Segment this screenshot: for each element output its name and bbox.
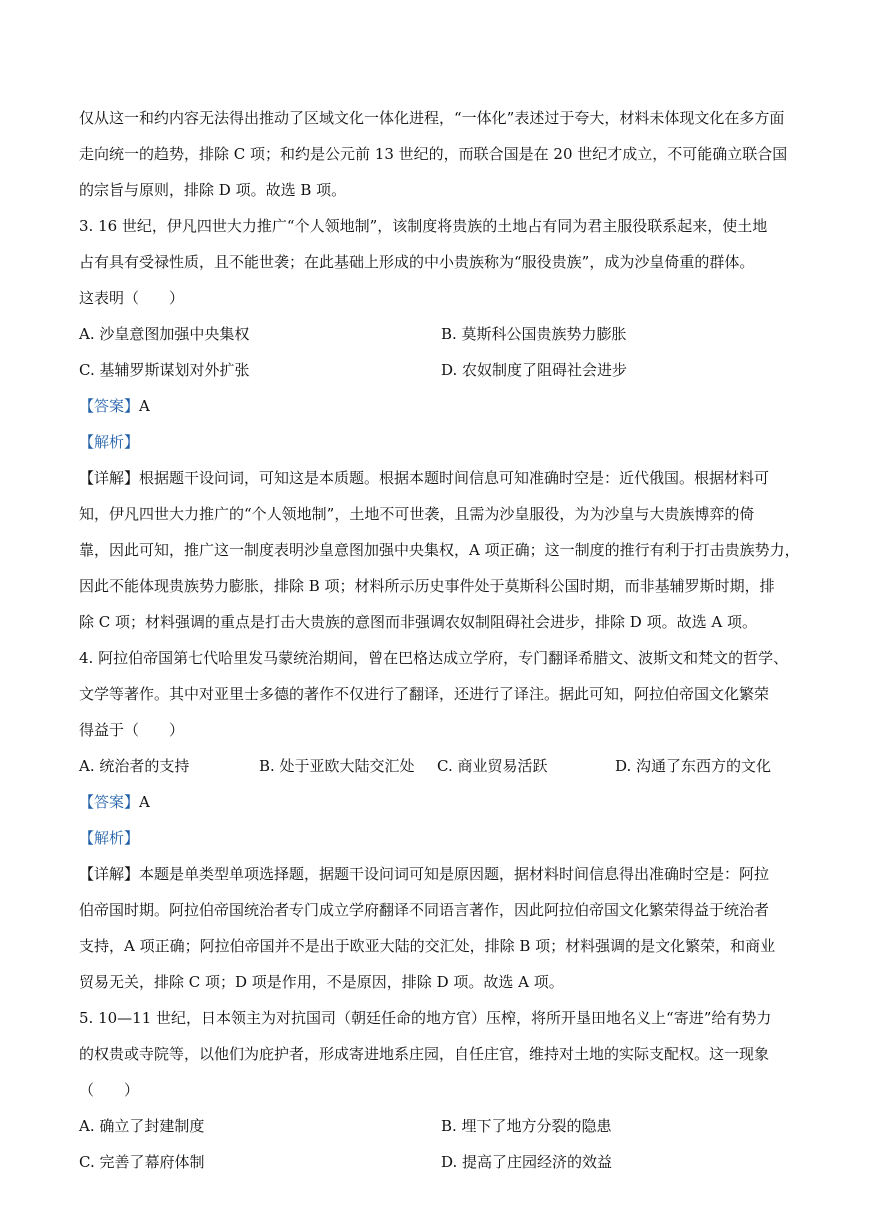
question-stem-line: （ ） (79, 1081, 140, 1099)
question-4 (79, 640, 804, 1000)
analysis-tag: 【解析】 (79, 433, 140, 451)
option-d: D. 沟通了东西方的文化 (615, 757, 772, 775)
answer-line (79, 388, 804, 424)
detail-line: 靠，因此可知，推广这一制度表明沙皇意图加强中央集权，A 项正确；这一制度的推行有利于打击贵族势力， (79, 541, 800, 559)
analysis-tag: 【解析】 (79, 829, 140, 847)
detail-line: 贸易无关，排除 C 项；D 项是作用，不是原因，排除 D 项。故选 A 项。 (79, 973, 564, 991)
answer-tag: 【答案】 (79, 397, 140, 415)
detail-line (79, 856, 804, 892)
option-a: A. 统治者的支持 (79, 757, 190, 775)
options-row (79, 1108, 804, 1144)
question-stem-line: 这表明（ ） (79, 289, 185, 307)
options-row (79, 748, 804, 784)
detail-line: 除 C 项；材料强调的重点是打击大贵族的意图而非强调农奴制阻碍社会进步，排除 D 项。故选 A 项。 (79, 613, 757, 631)
detail-line: 伯帝国时期。阿拉伯帝国统治者专门成立学府翻译不同语言著作，因此阿拉伯帝国文化繁荣得益于统治者 (79, 901, 770, 919)
question-3 (79, 208, 804, 640)
answer-tag: 【答案】 (79, 793, 140, 811)
text-line: 仅从这一和约内容无法得出推动了区域文化一体化进程，“一体化”表述过于夸大，材料未体现文化在多方面 (79, 109, 785, 127)
option-a: A. 确立了封建制度 (79, 1117, 205, 1135)
detail-line: 支持，A 项正确；阿拉伯帝国并不是出于欧亚大陆的交汇处，排除 B 项；材料强调的是文化繁荣，和商业 (79, 937, 776, 955)
option-d: D. 提高了庄园经济的效益 (441, 1153, 613, 1171)
detail-tag: 【详解】 (79, 469, 140, 487)
question-stem-line: 文学等著作。其中对亚里士多德的著作不仅进行了翻译，还进行了译注。据此可知，阿拉伯帝国文化繁荣 (79, 685, 770, 703)
text-line: 走向统一的趋势，排除 C 项；和约是公元前 13 世纪的，而联合国是在 20 世纪才成立，不可能确立联合国 (79, 145, 788, 163)
answer-value: A (139, 793, 150, 811)
question-stem-line: 得益于（ ） (79, 721, 185, 739)
detail-text: 本题是单类型单项选择题，据题干设问词可知是原因题，据材料时间信息得出准确时空是：阿拉 (139, 865, 770, 883)
document-content (79, 100, 804, 1180)
option-c: C. 基辅罗斯谋划对外扩张 (79, 361, 250, 379)
question-stem-line: 5. 10—11 世纪，日本领主为对抗国司（朝廷任命的地方官）压榨，将所开垦田地名义上“寄进”给有势力 (79, 1009, 772, 1027)
question-stem-line: 4. 阿拉伯帝国第七代哈里发马蒙统治期间，曾在巴格达成立学府，专门翻译希腊文、波斯文和梵文的哲学、 (79, 649, 789, 667)
analysis-line (79, 820, 804, 856)
detail-line (79, 460, 804, 496)
answer-line (79, 784, 804, 820)
options-row (79, 316, 804, 352)
detail-line: 知，伊凡四世大力推广的“个人领地制”，土地不可世袭，且需为沙皇服役，为为沙皇与大贵族博弈的倚 (79, 505, 755, 523)
answer-value: A (139, 397, 150, 415)
question-stem-line: 的权贵或寺院等，以他们为庇护者，形成寄进地系庄园，自任庄官，维持对土地的实际支配权。这一现象 (79, 1045, 770, 1063)
option-b: B. 埋下了地方分裂的隐患 (441, 1117, 612, 1135)
text-line: 的宗旨与原则，排除 D 项。故选 B 项。 (79, 181, 347, 199)
detail-line: 因此不能体现贵族势力膨胀，排除 B 项；材料所示历史事件处于莫斯科公国时期，而非基辅罗斯时期，排 (79, 577, 775, 595)
options-row (79, 352, 804, 388)
option-b: B. 处于亚欧大陆交汇处 (259, 757, 415, 775)
option-b: B. 莫斯科公国贵族势力膨胀 (441, 325, 627, 343)
option-a: A. 沙皇意图加强中央集权 (79, 325, 250, 343)
question-stem-line: 3. 16 世纪，伊凡四世大力推广“个人领地制”，该制度将贵族的土地占有同为君主服役联系起来，使土地 (79, 217, 768, 235)
detail-text: 根据题干设问词，可知这是本质题。根据本题时间信息可知准确时空是：近代俄国。根据材料可 (139, 469, 770, 487)
analysis-line (79, 424, 804, 460)
option-c: C. 完善了幕府体制 (79, 1153, 205, 1171)
question-5 (79, 1000, 804, 1180)
option-c: C. 商业贸易活跃 (437, 757, 548, 775)
detail-tag: 【详解】 (79, 865, 140, 883)
options-row (79, 1144, 804, 1180)
option-d: D. 农奴制度了阻碍社会进步 (441, 361, 628, 379)
question-stem-line: 占有具有受禄性质，且不能世袭；在此基础上形成的中小贵族称为“服役贵族”，成为沙皇倚重的群体。 (79, 253, 755, 271)
